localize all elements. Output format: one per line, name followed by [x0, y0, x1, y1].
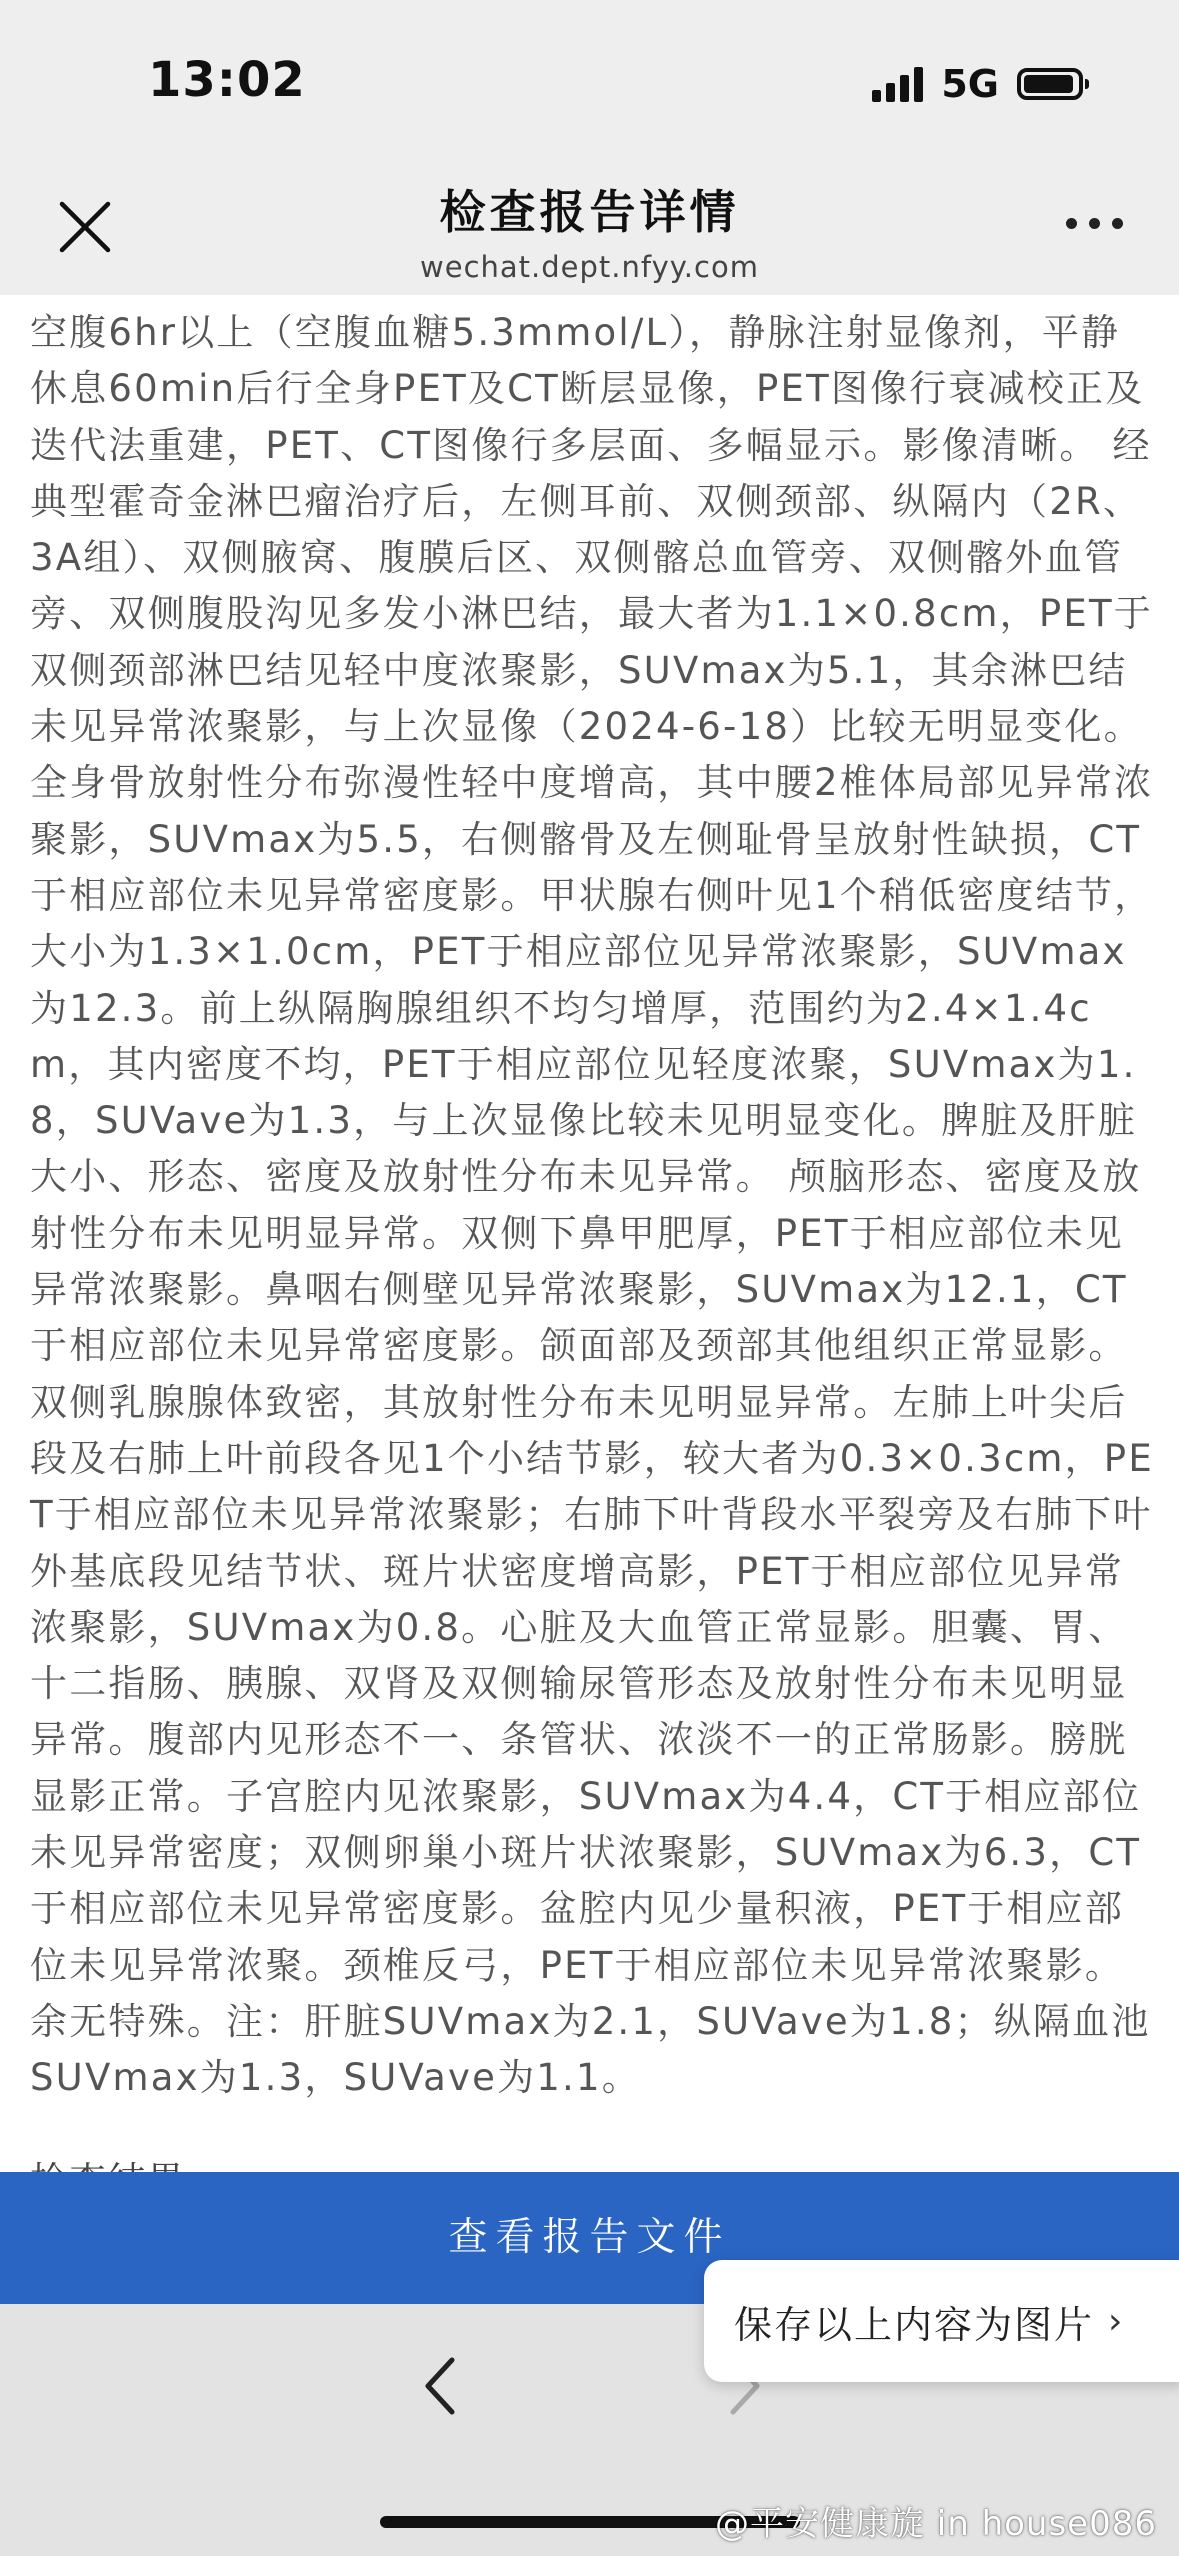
status-time: 13:02	[148, 52, 306, 108]
back-arrow-icon	[410, 2346, 470, 2426]
save-as-image-label: 保存以上内容为图片	[734, 2302, 1095, 2347]
status-indicators	[872, 62, 1083, 106]
signal-icon	[872, 66, 923, 102]
page-url: wechat.dept.nfyy.com	[420, 250, 759, 284]
status-bar	[0, 0, 1179, 170]
report-body: 空腹6hr以上（空腹血糖5.3mmol/L），静脉注射显像剂，平静休息60min后行全身PET及CT断层显像，PET图像行衰减校正及迭代法重建，PET、CT图像行多层面、多幅显示。影像清晰。 经典型霍奇金淋巴瘤治疗后，左侧耳前、双侧颈部、纵隔内（2R、3A组）、双侧腋窝、腹膜后区、双侧髂总血管旁、双侧髂外血管旁、双侧腹股沟见多发小淋巴结，最大者为1.1×0.8cm，PET于双侧颈部淋巴结见轻中度浓聚影，SUVmax为5.1，其余淋巴结未见异常浓聚影，与上次显像（2024-6-18）比较无明显变化。全身骨放射性分布弥漫性轻中度增高，其中腰2椎体局部见异常浓聚影，SUVmax为5.5，右侧髂骨及左侧耻骨呈放射性缺损，CT于相应部位未见异常密度影。甲状腺右侧叶见1个稍低密度结节，大小为1.3×1.0cm，PET于相应部位见异常浓聚影，SUVmax为12.3。前上纵隔胸腺组织不均匀增厚，范围约为2.4×1.4cm，其内密度不均，PET于相应部位见轻度浓聚，SUVmax为1.8，SUVave为1.3，与上次显像比较未见明显变化。脾脏及肝脏大小、形态、密度及放射性分布未见异常。 颅脑形态、密度及放射性分布未见明显异常。双侧下鼻甲肥厚，PET于相应部位未见异常浓聚影。鼻咽右侧壁见异常浓聚影，SUVmax为12.1，CT于相应部位未见异常密度影。颌面部及颈部其他组织正常显影。双侧乳腺腺体致密，其放射性分布未见明显异常。左肺上叶尖后段及右肺上叶前段各见1个小结节影，较大者为0.3×0.3cm，PET于相应部位未见异常浓聚影；右肺下叶背段水平裂旁及右肺下叶外基底段见结节状、斑片状密度增高影，PET于相应部位见异常浓聚影，SUVmax为0.8。心脏及大血管正常显影。胆囊、胃、十二指肠、胰腺、双肾及双侧输尿管形态及放射性分布未见明显异常。腹部内见形态不一、条管状、浓淡不一的正常肠影。膀胱显影正常。子宫腔内见浓聚影，SUVmax为4.4，CT于相应部位未见异常密度；双侧卵巢小斑片状浓聚影，SUVmax为6.3，CT于相应部位未见异常密度影。盆腔内见少量积液，PET于相应部位未见异常浓聚。颈椎反弓，PET于相应部位未见异常浓聚影。余无特殊。注：肝脏SUVmax为2.1，SUVave为1.8；纵隔血池SUVmax为1.3，SUVave为1.1。	[30, 311, 1154, 2100]
battery-icon	[1017, 68, 1083, 100]
chevron-right-icon: ›	[1108, 2300, 1123, 2342]
page-title: 检查报告详情	[439, 185, 740, 239]
nav-header	[0, 170, 1179, 295]
view-report-file-button[interactable]: 查看报告文件	[0, 2172, 1179, 2304]
more-button[interactable]	[1066, 218, 1123, 229]
back-button[interactable]	[410, 2346, 470, 2426]
more-icon	[1066, 218, 1077, 229]
title-block	[0, 176, 1179, 284]
watermark: @平安健康旋 in house086	[714, 2504, 1157, 2544]
network-type: 5G	[941, 62, 999, 106]
save-as-image-button[interactable]	[704, 2260, 1179, 2382]
